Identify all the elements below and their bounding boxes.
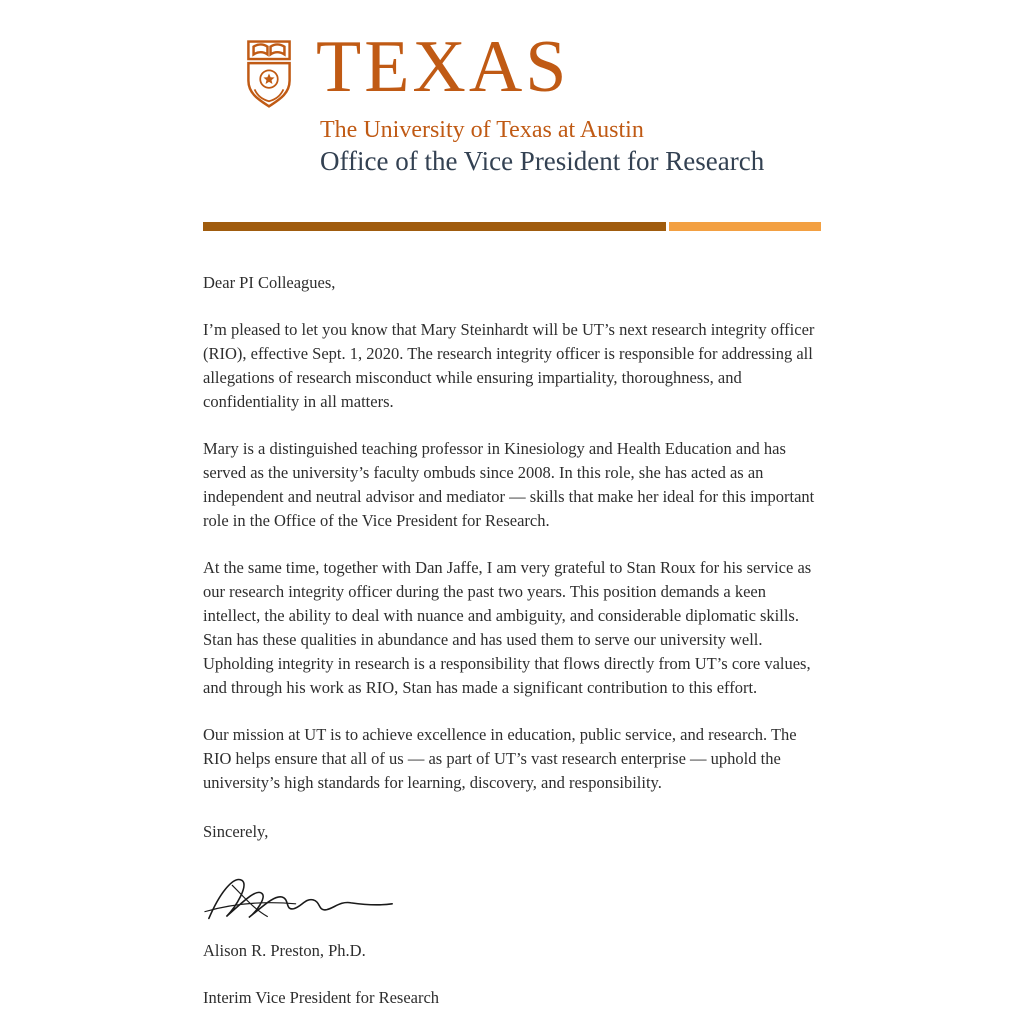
- closing: Sincerely,: [203, 822, 269, 841]
- divider-dark-segment: [203, 222, 666, 231]
- letter-paragraph: At the same time, together with Dan Jaffe, I am very grateful to Stan Roux for his service as our research integrity officer during the past two years. This position demands a keen intellect, the ability to deal with nuance and ambiguity, and considerable diplomatic skills. Stan has these qualities in abundance and has used them to serve our university well. Upholding integrity in research is a responsibility that flows directly from UT’s core values, and through his work as RIO, Stan has made a significant contribution to this effort.: [203, 558, 812, 697]
- salutation: Dear PI Colleagues,: [203, 273, 336, 292]
- signer-title: Interim Vice President for Research: [203, 988, 440, 1007]
- divider-light-segment: [669, 222, 821, 231]
- signature-image: [203, 867, 398, 927]
- letter-paragraph: Mary is a distinguished teaching professor in Kinesiology and Health Education and has served as the university’s faculty ombuds since 2008. In this role, she has acted as an independent and neutral advisor and mediator — skills that make her ideal for this important role in the Office of the Vice President for Research.: [203, 439, 815, 530]
- letter-body: [203, 271, 823, 1033]
- signer-name: Alison R. Preston, Ph.D.: [203, 941, 366, 960]
- office-name: Office of the Vice President for Research: [320, 146, 765, 176]
- texas-wordmark: TEXAS: [316, 26, 570, 108]
- letter-paragraph: I’m pleased to let you know that Mary Steinhardt will be UT’s next research integrity officer (RIO), effective Sept. 1, 2020. The research integrity officer is responsible for addressing all allegations of research misconduct while ensuring impartiality, thoroughness, and confidentiality in all matters.: [203, 320, 815, 411]
- university-name: The University of Texas at Austin: [320, 117, 644, 143]
- ut-shield-icon: [238, 40, 300, 110]
- divider-bar: [203, 222, 821, 231]
- letter-paragraph: Our mission at UT is to achieve excellence in education, public service, and research. The RIO helps ensure that all of us — as part of UT’s vast research enterprise — uphold the university’s high standards for learning, discovery, and responsibility.: [203, 725, 797, 792]
